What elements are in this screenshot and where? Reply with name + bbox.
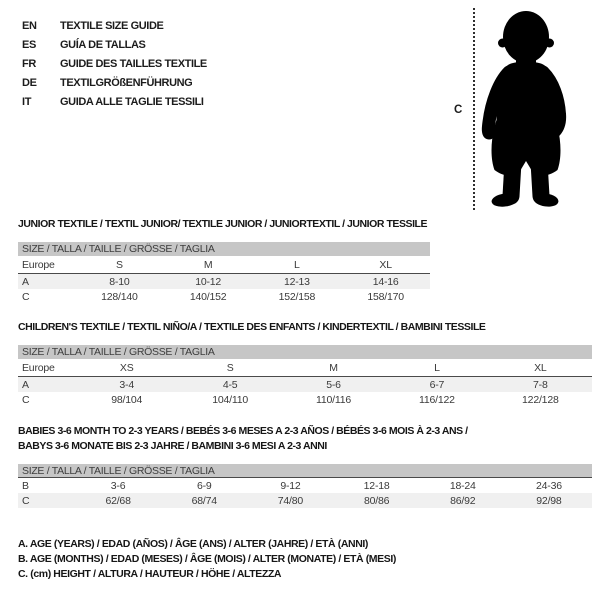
cell-value: 104/110 — [212, 393, 248, 406]
language-row — [22, 92, 207, 111]
cell-value: 116/122 — [419, 393, 455, 406]
baby-silhouette-icon — [481, 10, 571, 208]
cell-value: 74/80 — [277, 494, 304, 507]
language-code: EN — [22, 19, 37, 32]
cell-value: 86/92 — [450, 494, 476, 507]
cell-value: XS — [119, 361, 134, 374]
cell-value: 98/104 — [111, 393, 143, 406]
cell-value: 14-16 — [372, 275, 399, 288]
cell-value: 110/116 — [316, 393, 352, 406]
section-title-children: CHILDREN'S TEXTILE / TEXTIL NIÑO/A / TEXTILE DES ENFANTS / KINDERTEXTIL / BAMBINI TESSILE — [18, 321, 486, 333]
cell-value: 122/128 — [522, 393, 559, 406]
cell-value: S — [226, 361, 234, 374]
cell-value: 10-12 — [195, 275, 222, 288]
language-title: TEXTILE SIZE GUIDE — [60, 19, 164, 32]
row-label: B — [22, 479, 29, 492]
cell-value: 80/86 — [363, 494, 390, 507]
language-code: ES — [22, 38, 37, 51]
cell-value: 12-18 — [363, 479, 390, 492]
cell-value: XL — [379, 258, 392, 271]
cell-value: S — [115, 258, 123, 271]
height-label-c: C — [454, 104, 463, 116]
height-dotted-line — [473, 8, 475, 210]
table-row — [18, 274, 430, 289]
children-size-table — [18, 345, 592, 407]
legend-note-c: C. (cm) HEIGHT / ALTURA / HAUTEUR / HÖHE / ALTEZZA — [18, 568, 282, 580]
cell-value: 8-10 — [109, 275, 130, 288]
cell-value: L — [434, 361, 440, 374]
cell-value: 24-36 — [536, 479, 562, 492]
cell-value: M — [203, 258, 213, 271]
size-header-bar: SIZE / TALLA / TAILLE / GRÖSSE / TAGLIA — [18, 345, 592, 359]
row-label: C — [22, 494, 30, 507]
table-row — [18, 392, 592, 407]
cell-value: 92/98 — [536, 494, 562, 507]
section-title-babies-line2: BABYS 3-6 MONATE BIS 2-3 JAHRE / BAMBINI 3-6 MESI A 2-3 ANNI — [18, 440, 327, 452]
table-row — [18, 478, 592, 493]
cell-value: 12-13 — [283, 275, 310, 288]
language-title: GUIDA ALLE TAGLIE TESSILI — [60, 95, 204, 108]
language-code: DE — [22, 76, 37, 89]
cell-value: 18-24 — [449, 479, 476, 492]
cell-value: 7-8 — [533, 378, 548, 391]
language-header — [22, 16, 207, 111]
cell-value: 3-6 — [110, 479, 126, 492]
table-row — [18, 256, 430, 274]
row-label: C — [22, 393, 30, 406]
language-title: GUÍA DE TALLAS — [60, 38, 146, 51]
cell-value: 158/170 — [367, 290, 404, 303]
cell-value: M — [329, 361, 338, 374]
size-header-bar: SIZE / TALLA / TAILLE / GRÖSSE / TAGLIA — [18, 242, 430, 256]
row-label: Europe — [22, 361, 55, 374]
table-row — [18, 289, 430, 304]
language-title: TEXTILGRÖßENFÜHRUNG — [60, 76, 193, 89]
cell-value: XL — [534, 361, 547, 374]
table-row — [18, 359, 592, 377]
cell-value: 140/152 — [189, 290, 227, 303]
legend-note-a: A. AGE (YEARS) / EDAD (AÑOS) / ÂGE (ANS) / ALTER (JAHRE) / ETÀ (ANNI) — [18, 538, 369, 550]
cell-value: 128/140 — [101, 290, 138, 303]
language-code: IT — [22, 95, 32, 108]
cell-value: 4-5 — [222, 378, 238, 391]
row-label: C — [22, 290, 30, 303]
legend-notes — [18, 537, 396, 582]
legend-note-b: B. AGE (MONTHS) / EDAD (MESES) / ÂGE (MOIS) / ALTER (MONATE) / ETÀ (MESI) — [18, 553, 396, 565]
babies-size-table — [18, 464, 592, 508]
cell-value: 62/68 — [105, 494, 131, 507]
cell-value: 5-6 — [326, 378, 341, 391]
cell-value: 9-12 — [280, 479, 301, 492]
cell-value: 152/158 — [278, 290, 316, 303]
cell-value: 6-9 — [196, 479, 212, 492]
language-row — [22, 35, 207, 54]
row-label: Europe — [22, 258, 55, 271]
language-row — [22, 54, 207, 73]
language-row — [22, 73, 207, 92]
row-label: A — [22, 275, 29, 288]
section-title-junior: JUNIOR TEXTILE / TEXTIL JUNIOR/ TEXTILE JUNIOR / JUNIORTEXTIL / JUNIOR TESSILE — [18, 218, 428, 230]
language-code: FR — [22, 57, 37, 70]
row-label: A — [22, 378, 29, 391]
language-title: GUIDE DES TAILLES TEXTILE — [60, 57, 207, 70]
section-title-babies-line1: BABIES 3-6 MONTH TO 2-3 YEARS / BEBÉS 3-6 MESES A 2-3 AÑOS / BÉBÉS 3-6 MOIS À 2-3 ANS / — [18, 425, 468, 437]
table-row — [18, 377, 592, 392]
table-row — [18, 493, 592, 508]
junior-size-table — [18, 242, 430, 304]
cell-value: 68/74 — [191, 494, 217, 507]
size-header-bar: SIZE / TALLA / TAILLE / GRÖSSE / TAGLIA — [18, 464, 592, 478]
cell-value: 6-7 — [429, 378, 445, 391]
cell-value: 3-4 — [119, 378, 134, 391]
cell-value: L — [294, 258, 300, 271]
language-row — [22, 16, 207, 35]
